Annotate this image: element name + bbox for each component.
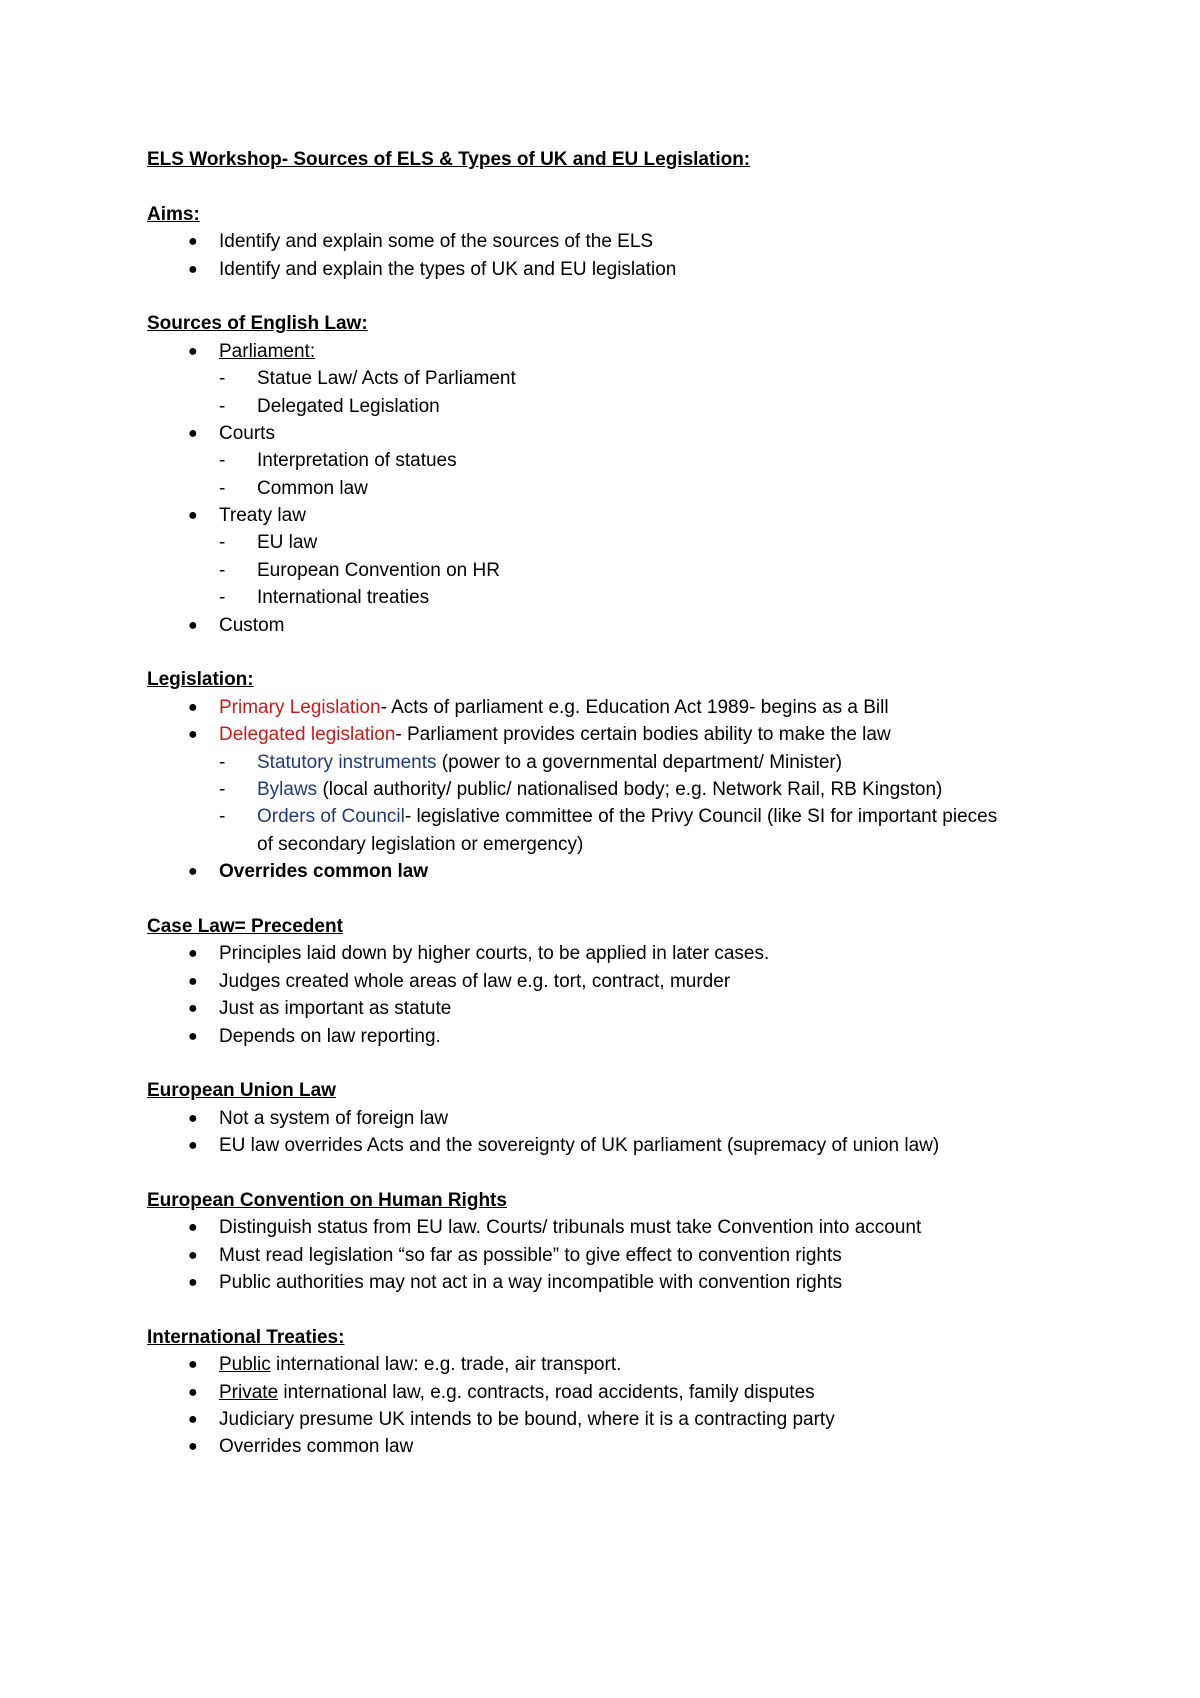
dash-icon: - [219,450,226,472]
dash-icon: - [219,559,226,581]
list-item: ● Principles laid down by higher courts, to be applied in later cases. [147,940,1107,967]
statutory-instruments-term: Statutory instruments [257,751,437,773]
bullet-icon: ● [188,1137,198,1155]
dash-icon: - [219,395,226,417]
sub-list-item-continuation: of secondary legislation or emergency) [257,833,584,855]
bullet-icon: ● [188,698,198,716]
bullet-icon: ● [188,1410,198,1428]
sub-list-item: - Bylaws (local authority/ public/ nationalised body; e.g. Network Rail, RB Kingston) [147,776,1107,803]
intl-treaties-heading: International Treaties: [147,1326,345,1348]
bullet-icon: ● [188,1356,198,1374]
bullet-icon: ● [188,1274,198,1292]
eu-law-heading: European Union Law [147,1080,336,1102]
dash-icon: - [219,587,226,609]
sub-list-item: - Common law [147,475,1107,502]
list-item: ● Delegated legislation- Parliament provides certain bodies ability to make the law [147,721,1107,748]
list-item: ● Public authorities may not act in a way incompatible with convention rights [147,1269,1107,1296]
bullet-icon: ● [188,233,198,251]
caselaw-heading: Case Law= Precedent [147,915,343,937]
dash-icon: - [219,778,226,800]
list-item: ● Just as important as statute [147,995,1107,1022]
sub-list-item: - Statutory instruments (power to a governmental department/ Minister) [147,749,1107,776]
delegated-legislation-term: Delegated legislation [219,724,396,746]
bullet-icon: ● [188,945,198,963]
bullet-icon: ● [188,1383,198,1401]
dash-icon: - [219,368,226,390]
bylaws-term: Bylaws [257,778,318,800]
dash-icon: - [219,806,226,828]
sub-list-item: - European Convention on HR [147,557,1107,584]
list-item: ● Judges created whole areas of law e.g. tort, contract, murder [147,968,1107,995]
bullet-icon: ● [188,1109,198,1127]
list-item: ● Custom [147,612,1107,639]
page-title: ELS Workshop- Sources of ELS & Types of UK and EU Legislation: [147,149,751,170]
list-item: ● Primary Legislation- Acts of parliament e.g. Education Act 1989- begins as a Bill [147,694,1107,721]
list-item: ● Depends on law reporting. [147,1023,1107,1050]
list-item: ● Distinguish status from EU law. Courts/ tribunals must take Convention into account [147,1214,1107,1241]
legislation-heading: Legislation: [147,669,254,691]
sub-list-item: - Delegated Legislation [147,393,1107,420]
list-item: ● Treaty law [147,502,1107,529]
bullet-icon: ● [188,972,198,990]
dash-icon: - [219,532,226,554]
sub-list-item: - EU law [147,529,1107,556]
dash-icon: - [219,477,226,499]
list-item: ● Judiciary presume UK intends to be bound, where it is a contracting party [147,1406,1107,1433]
bullet-icon: ● [188,1219,198,1237]
orders-of-council-term: Orders of Council [257,806,405,828]
bullet-icon: ● [188,424,198,442]
bullet-icon: ● [188,1246,198,1264]
bullet-icon: ● [188,616,198,634]
bullet-icon: ● [188,726,198,744]
sub-list-item: - International treaties [147,584,1107,611]
bullet-icon: ● [188,260,198,278]
primary-legislation-term: Primary Legislation [219,696,381,718]
sources-heading: Sources of English Law: [147,313,368,335]
list-item: ● Not a system of foreign law [147,1105,1107,1132]
document-content [147,146,1107,1461]
bullet-icon: ● [188,1000,198,1018]
list-item: ● Must read legislation “so far as possible” to give effect to convention rights [147,1242,1107,1269]
list-item: ● Public international law: e.g. trade, air transport. [147,1351,1107,1378]
sub-list-item: - Orders of Council- legislative committee of the Privy Council (like SI for important pieces [147,803,1107,830]
list-item: ● EU law overrides Acts and the sovereignty of UK parliament (supremacy of union law) [147,1132,1107,1159]
list-item: ● Overrides common law [147,1433,1107,1460]
bullet-icon: ● [188,507,198,525]
echr-heading: European Convention on Human Rights [147,1189,507,1211]
list-item: ● Private international law, e.g. contracts, road accidents, family disputes [147,1379,1107,1406]
sub-list-item: - Interpretation of statues [147,447,1107,474]
bullet-icon: ● [188,342,198,360]
list-item: ● Identify and explain the types of UK and EU legislation [147,256,1107,283]
list-item: ● Overrides common law [147,858,1107,885]
list-item: ● Courts [147,420,1107,447]
aims-heading: Aims: [147,203,200,225]
dash-icon: - [219,751,226,773]
list-item: ● Parliament: [147,338,1107,365]
sub-list-item: - Statue Law/ Acts of Parliament [147,365,1107,392]
bullet-icon: ● [188,1438,198,1456]
bullet-icon: ● [188,863,198,881]
list-item: ● Identify and explain some of the sources of the ELS [147,228,1107,255]
bullet-icon: ● [188,1027,198,1045]
